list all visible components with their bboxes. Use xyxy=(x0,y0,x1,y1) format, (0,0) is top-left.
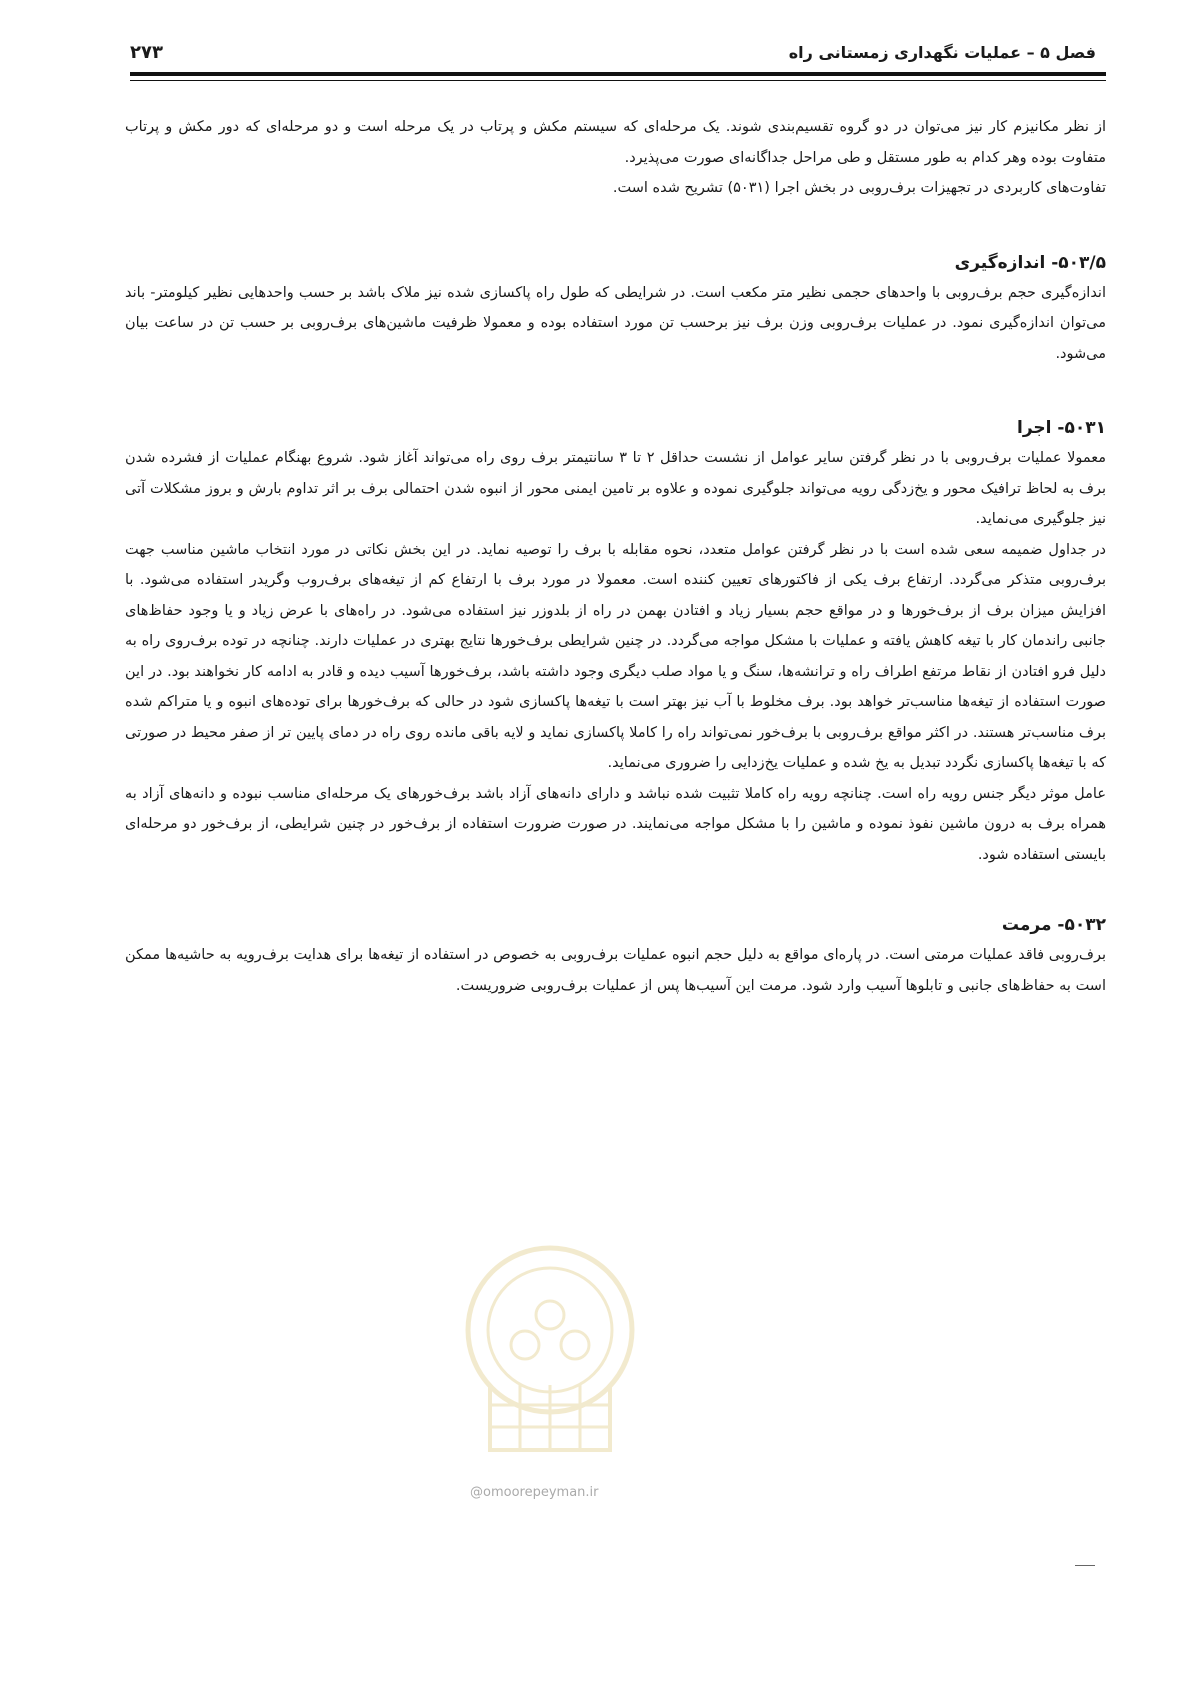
header-rule-thick xyxy=(130,72,1106,76)
page-body xyxy=(125,112,1106,1001)
section-heading-measurement: ۵۰۳/۵- اندازه‌گیری xyxy=(954,252,1106,273)
repair-paragraph: برف‌روبی فاقد عملیات مرمتی است. در پاره‌ای مواقع به دلیل حجم انبوه عملیات برف‌روبی به خصوص در استفاده از تیغه‌ها برای هدایت برف‌رویه به حاشیه‌ها ممکن است به حفاظ‌های جانبی و تابلوها آسیب وارد شود. مرمت این آسیب‌ها پس از عملیات برف‌روبی ضروریست. xyxy=(125,947,1106,994)
intro-paragraph-1: از نظر مکانیزم کار نیز می‌توان در دو گروه تقسیم‌بندی شوند. یک مرحله‌ای که سیستم مکش و پرتاب در یک مرحله است و دو مرحله‌ای که دور مکش و پرتاب متفاوت بوده وهر کدام به طور مستقل و طی مراحل جداگانه‌ای صورت می‌پذیرد. xyxy=(125,119,1106,166)
execution-paragraph-1: معمولا عملیات برف‌روبی با در نظر گرفتن سایر عوامل از نشست حداقل ۲ تا ۳ سانتیمتر برف روی راه می‌تواند آغاز شود. شروع بهنگام عملیات از فشرده شدن برف به لحاظ ترافیک محور و یخ‌زدگی رویه می‌تواند جلوگیری نموده و علاوه بر تامین ایمنی محور از انبوه شدن احتمالی برف بر اثر تداوم بارش و بروز مشکلات آتی نیز جلوگیری می‌نماید. xyxy=(125,450,1106,527)
section-heading-repair: ۵۰۳۲- مرمت xyxy=(1001,915,1106,935)
page-header xyxy=(130,34,1096,70)
header-rule-thin xyxy=(130,80,1106,81)
section-heading-execution: ۵۰۳۱- اجرا xyxy=(1017,418,1106,438)
measurement-paragraph: اندازه‌گیری حجم برف‌روبی با واحدهای حجمی نظیر متر مکعب است. در شرایطی که طول راه پاکسازی شده نیز ملاک باشد بر حسب واحدهایی نظیر کیلومتر- باند می‌توان اندازه‌گیری نمود. در عملیات برف‌روبی وزن برف نیز برحسب تن مورد استفاده بوده و معمولا ظرفیت ماشین‌های برف‌روبی بر حسب تن در ساعت بیان می‌شود. xyxy=(125,284,1106,362)
intro-paragraph-2: تفاوت‌های کاربردی در تجهیزات برف‌روبی در بخش اجرا (۵۰۳۱) تشریح شده است. xyxy=(612,180,1106,196)
watermark-site-text: @omoorepeyman.ir xyxy=(470,1485,599,1500)
watermark-seal-icon xyxy=(450,1235,650,1460)
page-number: ۲۷۳ xyxy=(130,41,163,63)
corner-mark xyxy=(1075,1565,1095,1566)
execution-paragraph-2: در جداول ضمیمه سعی شده است با در نظر گرفتن عوامل متعدد، نحوه مقابله با برف را توصیه نماید. در این بخش نکاتی در مورد انتخاب ماشین مناسب جهت برف‌روبی متذکر می‌گردد. ارتفاع برف یکی از فاکتورهای تعیین کننده است. معمولا در مورد برف با ارتفاع کم از تیغه‌های برف‌روب وگریدر استفاده می‌شود. با افزایش میزان برف از برف‌خورها و در مواقع حجم بسیار زیاد و افتادن بهمن در راه از بلدوزر نیز استفاده می‌شود. در راه‌های با عرض زیاد و یا وجود حفاظ‌های جانبی راندمان کار با تیغه کاهش یافته و عملیات با مشکل مواجه می‌گردد. در چنین شرایطی برف‌خورها نتایج بهتری در عملیات دارند. چنانچه در توده برف‌روی راه به دلیل فرو افتادن از نقاط مرتفع اطراف راه و ترانشه‌ها، سنگ و یا مواد صلب دیگری وجود داشته باشد، برف‌خورها آسیب دیده و قادر به ادامه کار نخواهند بود. در این صورت استفاده از تیغه‌ها مناسب‌تر خواهد بود. برف مخلوط با آب نیز بهتر است با تیغه‌ها پاکسازی شود در حالی که برف‌خورها برای توده‌های انبوه و یا متراکم شده برف مناسب‌تر هستند. در اکثر مواقع برف‌روبی با برف‌خور نمی‌تواند راه را کاملا پاکسازی نماید و لایه باقی مانده روی راه در دمای پایین تر از صفر محیط در صورتی که با تیغه‌ها پاکسازی نگردد تبدیل به یخ شده و عملیات یخ‌زدایی را ضروری می‌نماید. xyxy=(125,541,1106,771)
chapter-title: فصل ۵ – عملیات نگهداری زمستانی راه xyxy=(788,42,1096,62)
execution-paragraph-3: عامل موثر دیگر جنس رویه راه است. چنانچه رویه راه کاملا تثبیت شده نباشد و دارای دانه‌های آزاد باشد برف‌خورهای یک مرحله‌ای مناسب نبوده و دانه‌های آزاد به همراه برف به درون ماشین نفوذ نموده و ماشین را با مشکل مواجه می‌نمایند. در صورت ضرورت استفاده از برف‌خور در چنین شرایطی، از برف‌خور دو مرحله‌ای بایستی استفاده شود. xyxy=(125,785,1106,863)
